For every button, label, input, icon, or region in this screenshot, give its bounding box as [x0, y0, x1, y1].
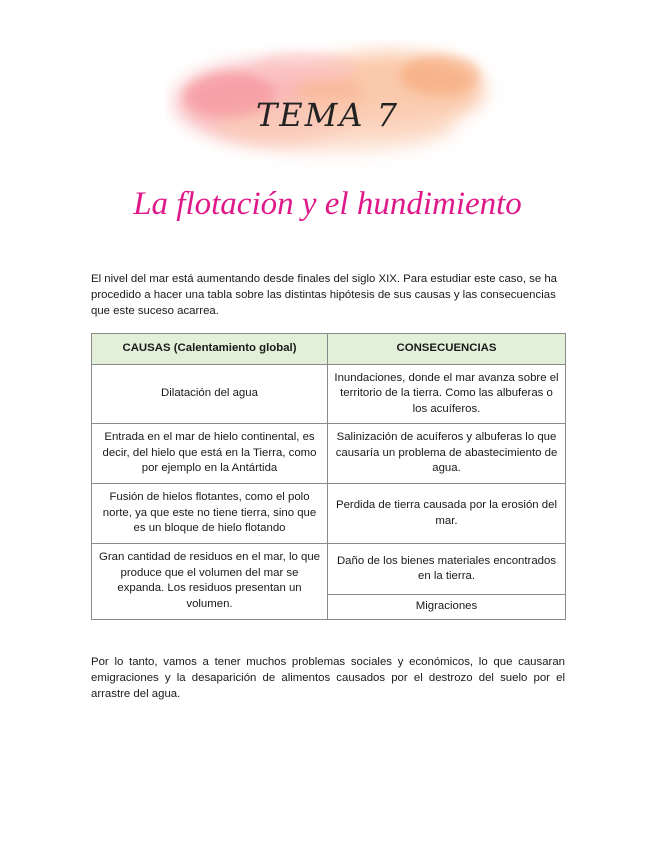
column-header-causes: CAUSAS (Calentamiento global)	[92, 334, 328, 365]
consequence-cell-migraciones: Migraciones	[328, 595, 566, 620]
table-row	[92, 424, 566, 484]
cause-cell: Gran cantidad de residuos en el mar, lo que produce que el volumen del mar se expanda. Los residuos presentan un volumen.	[92, 544, 328, 620]
table-row	[92, 484, 566, 544]
table-row	[92, 365, 566, 424]
page-title: TEMA 7	[255, 96, 400, 134]
cause-cell: Dilatación del agua	[92, 365, 328, 424]
consequence-cell: Perdida de tierra causada por la erosión del mar.	[328, 484, 566, 544]
intro-paragraph: El nivel del mar está aumentando desde finales del siglo XIX. Para estudiar este caso, se ha procedido a hacer una tabla sobre las distintas hipótesis de sus causas y las consecuencias que este suceso acarrea.	[91, 273, 558, 317]
table-row	[92, 544, 566, 595]
conclusion-paragraph: Por lo tanto, vamos a tener muchos problemas sociales y económicos, lo que causaran emigraciones y la desaparición de alimentos causados por el destrozo del suelo por el arrastre del agua.	[91, 656, 565, 700]
column-header-consequences: CONSECUENCIAS	[328, 334, 566, 365]
consequence-cell: Salinización de acuíferos y albuferas lo que causaría un problema de abastecimiento de agua.	[328, 424, 566, 484]
page-subtitle: La flotación y el hundimiento	[133, 186, 522, 222]
consequence-cell: Daño de los bienes materiales encontrados en la tierra.	[328, 544, 566, 595]
causes-table	[91, 333, 566, 620]
table-header-row	[92, 334, 566, 365]
consequence-cell: Inundaciones, donde el mar avanza sobre el territorio de la tierra. Como las albuferas o los acuíferos.	[328, 365, 566, 424]
cause-cell: Fusión de hielos flotantes, como el polo norte, ya que este no tiene tierra, sino que es un bloque de hielo flotando	[92, 484, 328, 544]
cause-cell: Entrada en el mar de hielo continental, es decir, del hielo que está en la Tierra, como por ejemplo en la Antártida	[92, 424, 328, 484]
